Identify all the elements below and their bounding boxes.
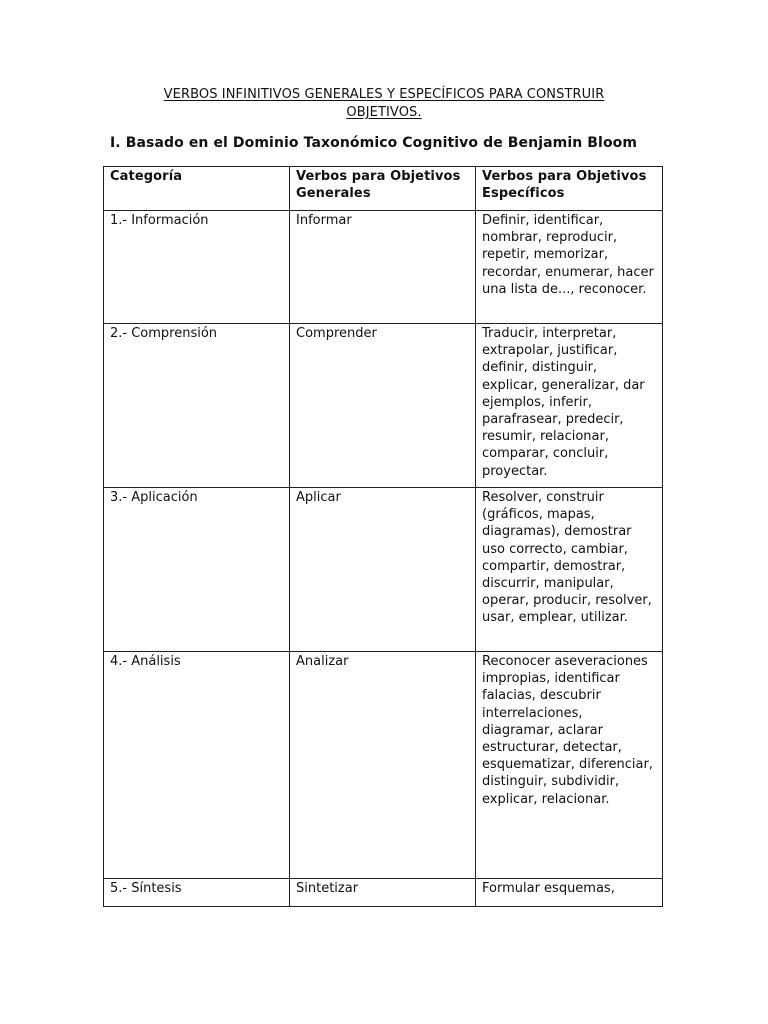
cell-specific-verbs: Resolver, construir (gráficos, mapas, diagramas), demostrar uso correcto, cambiar, compartir, demostrar, discurrir, manipular, operar, producir, resolver, usar, emplear, utilizar. (476, 488, 663, 652)
section-heading: I. Basado en el Dominio Taxonómico Cognitivo de Benjamin Bloom (110, 135, 638, 151)
cell-category: 5.- Síntesis (104, 879, 290, 907)
cell-specific-verbs: Formular esquemas, (476, 879, 663, 907)
cell-category: 1.- Información (104, 211, 290, 324)
cell-category: 2.- Comprensión (104, 324, 290, 488)
header-general-verbs: Verbos para Objetivos Generales (290, 167, 476, 211)
cell-general-verb: Aplicar (290, 488, 476, 652)
cell-category: 3.- Aplicación (104, 488, 290, 652)
table-row (104, 488, 663, 652)
table-header-row (104, 167, 663, 211)
document-title: VERBOS INFINITIVOS GENERALES Y ESPECÍFICOS PARA CONSTRUIR OBJETIVOS. (163, 87, 605, 120)
cell-specific-verbs: Reconocer aseveraciones impropias, identificar falacias, descubrir interrelaciones, diagramar, aclarar estructurar, detectar, esquematizar, diferenciar, distinguir, subdividir, explicar, relacionar. (476, 652, 663, 879)
cell-specific-verbs: Definir, identificar, nombrar, reproducir, repetir, memorizar, recordar, enumerar, hacer una lista de..., reconocer. (476, 211, 663, 324)
cell-general-verb: Sintetizar (290, 879, 476, 907)
table-row (104, 879, 663, 907)
cell-category: 4.- Análisis (104, 652, 290, 879)
header-specific-verbs: Verbos para Objetivos Específicos (476, 167, 663, 211)
cell-general-verb: Informar (290, 211, 476, 324)
cell-specific-verbs: Traducir, interpretar, extrapolar, justificar, definir, distinguir, explicar, generalizar, dar ejemplos, inferir, parafrasear, predecir, resumir, relacionar, comparar, concluir, proyectar. (476, 324, 663, 488)
table-row (104, 324, 663, 488)
cell-general-verb: Analizar (290, 652, 476, 879)
cell-general-verb: Comprender (290, 324, 476, 488)
verbs-table (103, 166, 663, 907)
table-row (104, 211, 663, 324)
header-category: Categoría (104, 167, 290, 211)
table-row (104, 652, 663, 879)
